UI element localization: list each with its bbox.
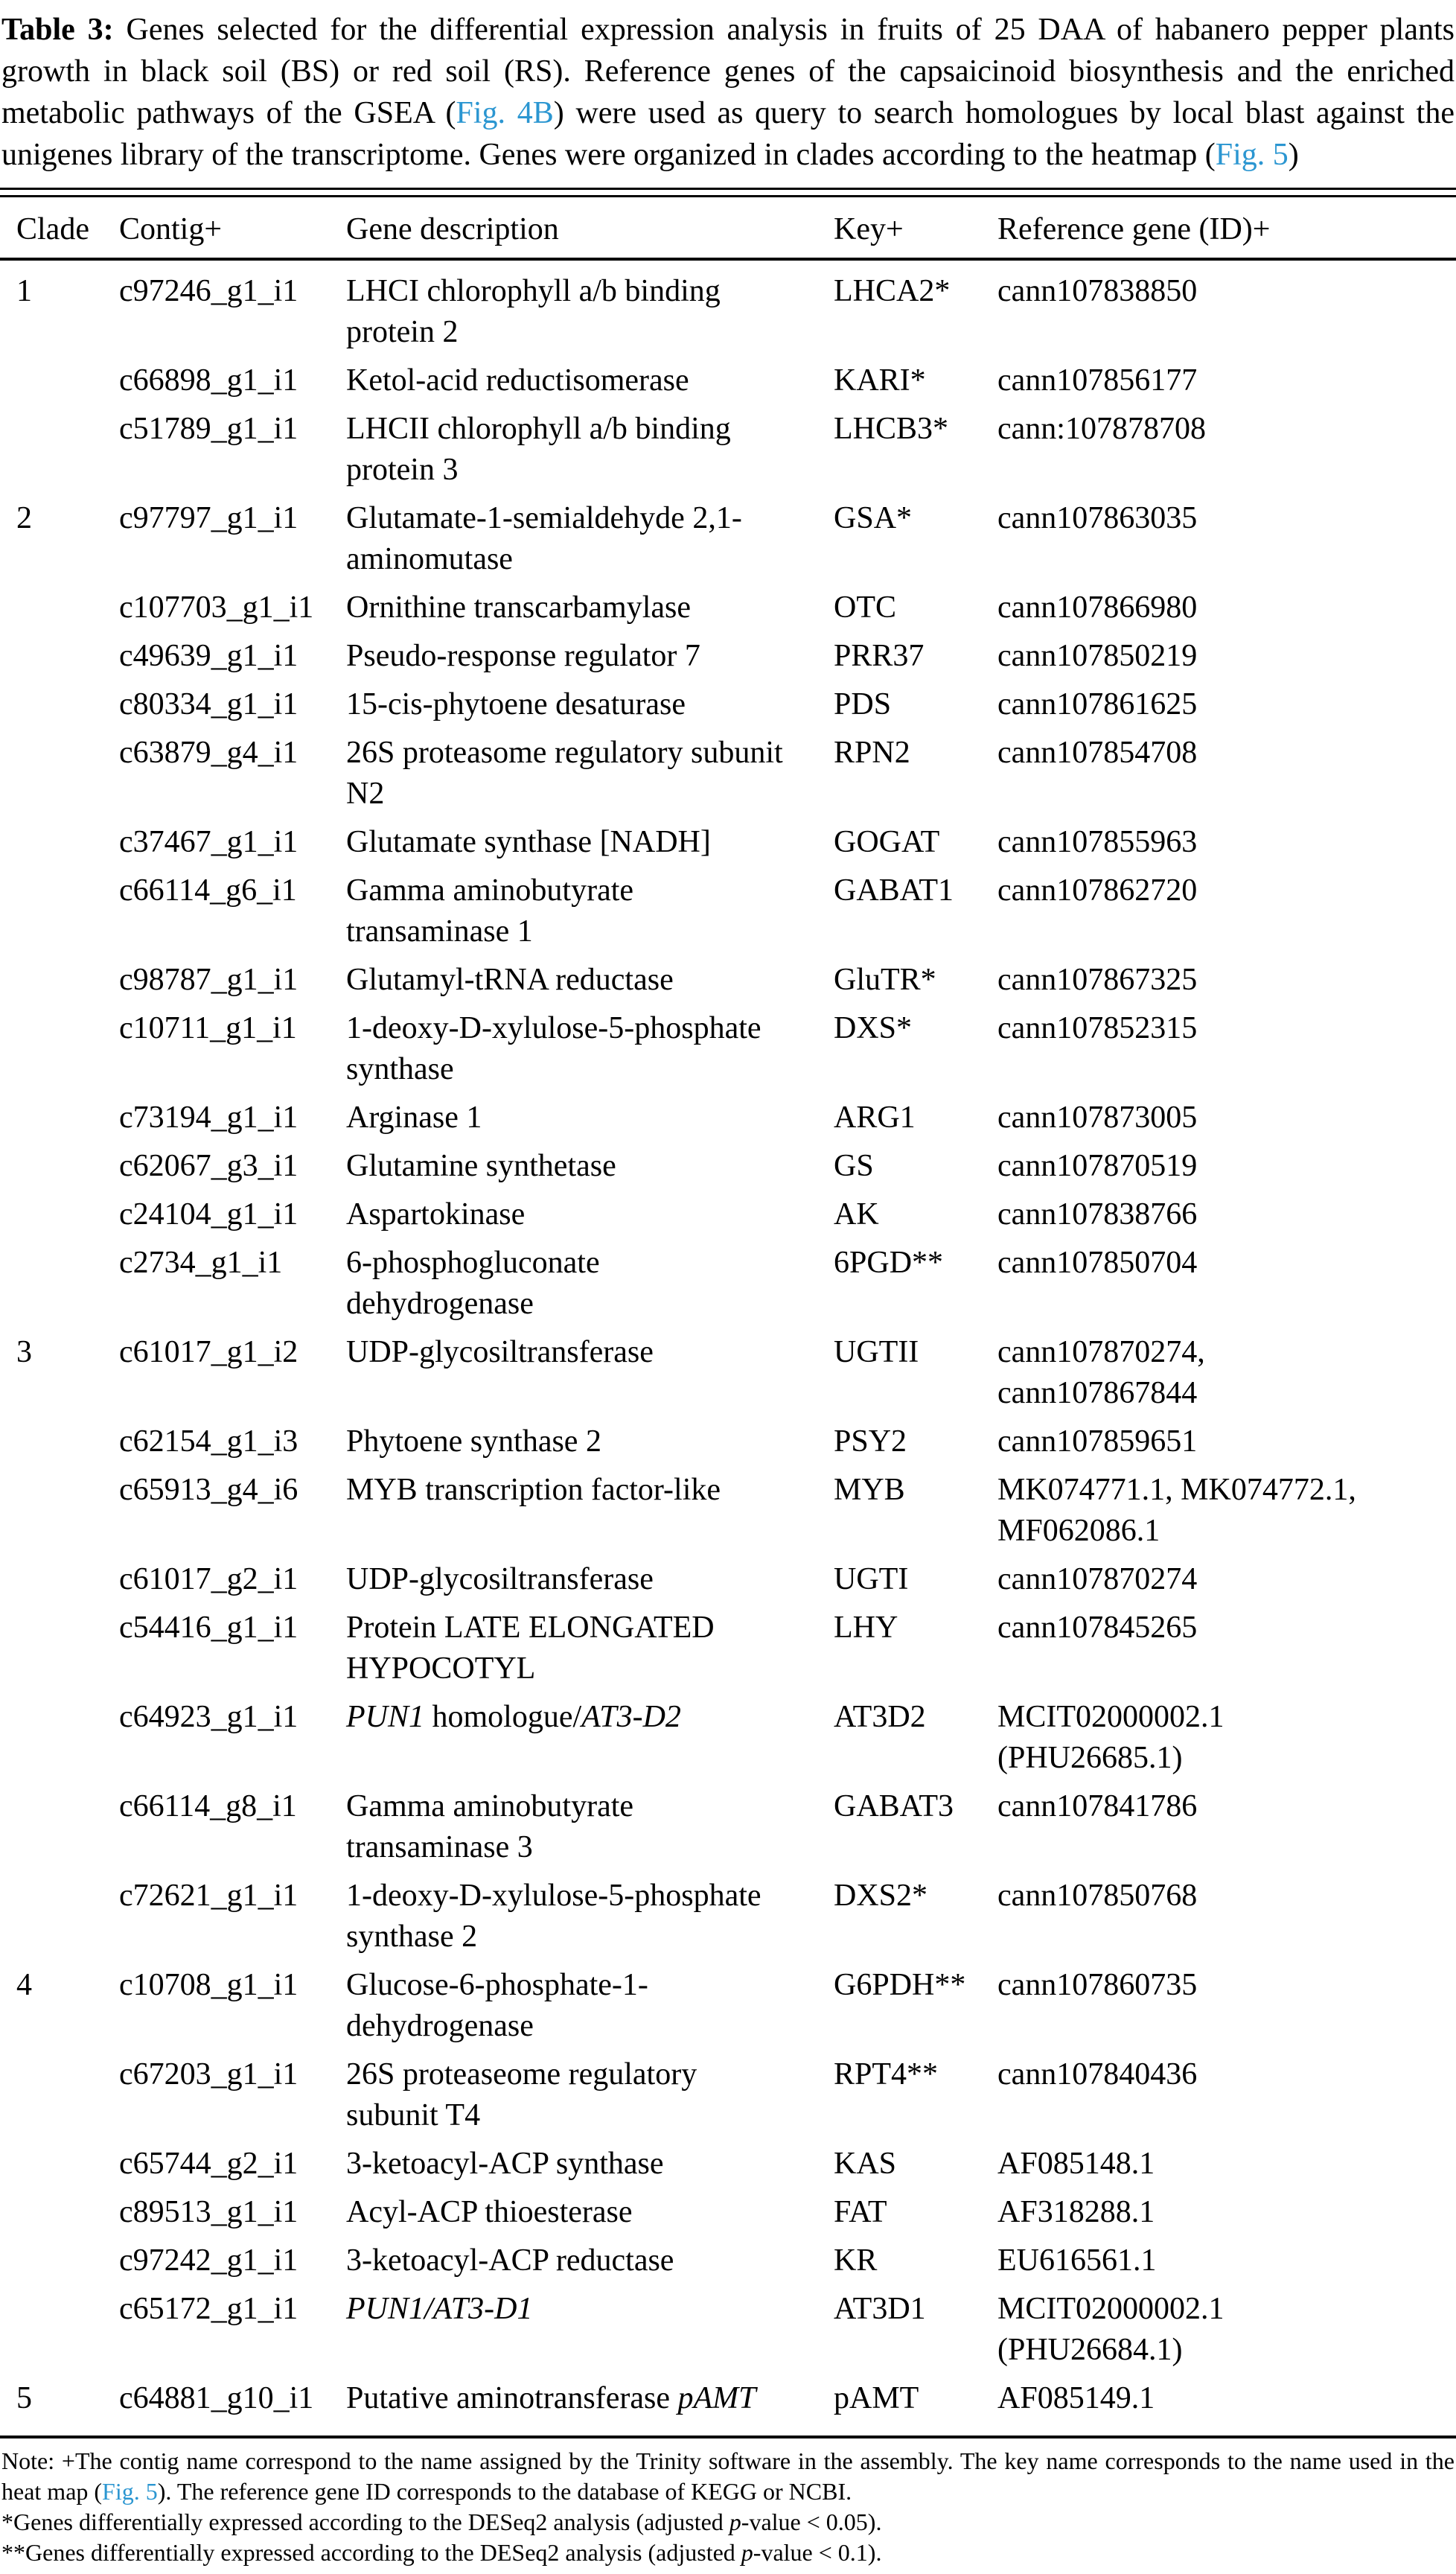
key-cell: GS: [834, 1149, 874, 1183]
clade-cell: [16, 2240, 119, 2281]
text-segment: MYB transcription factor-like: [346, 1473, 721, 1507]
table-row: [0, 1243, 1456, 1325]
table-row: [0, 409, 1456, 491]
gene-description-cell: [346, 409, 834, 491]
reference-gene-cell: cann107870274: [997, 1562, 1198, 1596]
contig-cell: c62154_g1_i3: [119, 1424, 298, 1459]
text-segment: Gamma aminobutyrate: [346, 1789, 634, 1823]
table-row: [0, 1965, 1456, 2047]
contig-cell: c72621_g1_i1: [119, 1879, 298, 1913]
clade-cell: [16, 870, 119, 952]
table-row: [0, 684, 1456, 725]
key-cell: AT3D1: [834, 2292, 926, 2326]
reference-gene-cell: cann:107878708: [997, 412, 1206, 446]
text-segment: homologue/: [424, 1700, 582, 1734]
text-segment: UDP-glycosiltransferase: [346, 1335, 654, 1369]
key-cell: KARI*: [834, 363, 926, 398]
contig-cell: c2734_g1_i1: [119, 1246, 283, 1280]
contig-cell: c67203_g1_i1: [119, 2057, 298, 2092]
table-row: [0, 1470, 1456, 1552]
column-header-reference-gene: Reference gene (ID)+: [997, 212, 1271, 246]
clade-cell: [16, 1146, 119, 1187]
contig-cell: c80334_g1_i1: [119, 687, 298, 721]
key-cell: RPN2: [834, 736, 910, 770]
table-row: [0, 2054, 1456, 2136]
gene-description-cell: [346, 1786, 834, 1868]
italic-gene-name: p: [729, 2508, 741, 2535]
key-cell: UGTI: [834, 1562, 909, 1596]
text-segment: Acyl-ACP thioesterase: [346, 2195, 633, 2229]
contig-cell: c64881_g10_i1: [119, 2381, 314, 2415]
key-cell: RPT4**: [834, 2057, 939, 2092]
text-segment: Ketol-acid reductisomerase: [346, 363, 689, 398]
clade-cell: [16, 1008, 119, 1090]
text-segment: dehydrogenase: [346, 2009, 534, 2043]
clade-cell: [16, 409, 119, 491]
clade-cell: [16, 1470, 119, 1552]
contig-cell: c51789_g1_i1: [119, 412, 298, 446]
reference-gene-cell: cann107845265: [997, 1611, 1198, 1645]
gene-description-cell: [346, 684, 834, 725]
text-segment: N2: [346, 777, 385, 811]
table-row: [0, 822, 1456, 863]
key-cell: AT3D2: [834, 1700, 926, 1734]
table-notes: [1, 2446, 1455, 2568]
table-top-rule: [0, 188, 1456, 197]
key-cell: PRR37: [834, 639, 925, 673]
column-header-contig: Contig+: [119, 212, 223, 246]
key-cell: GOGAT: [834, 825, 940, 859]
contig-cell: c49639_g1_i1: [119, 639, 298, 673]
table-row: [0, 636, 1456, 677]
clade-cell: [16, 1697, 119, 1779]
text-segment: 3-ketoacyl-ACP reductase: [346, 2243, 674, 2278]
gene-description-cell: [346, 1470, 834, 1552]
clade-cell: [16, 2054, 119, 2136]
key-cell: ARG1: [834, 1100, 916, 1135]
key-cell: KAS: [834, 2147, 897, 2181]
reference-gene-cell: cann107867325: [997, 963, 1198, 997]
gene-description-cell: [346, 1008, 834, 1090]
key-cell: 6PGD**: [834, 1246, 944, 1280]
italic-gene-name: PUN1: [346, 1700, 424, 1734]
table-header-row: [0, 197, 1456, 258]
text-segment: Protein LATE ELONGATED: [346, 1611, 715, 1645]
contig-cell: c10708_g1_i1: [119, 1968, 298, 2002]
key-cell: DXS2*: [834, 1879, 928, 1913]
italic-gene-name: AT3-D2: [581, 1700, 681, 1734]
text-segment: Glutamate synthase [NADH]: [346, 825, 711, 859]
clade-cell: [16, 2289, 119, 2371]
table-row: [0, 360, 1456, 401]
clade-cell: [16, 1421, 119, 1462]
reference-gene-cell: cann107841786: [997, 1789, 1198, 1823]
reference-gene-cell: cann107838766: [997, 1197, 1198, 1232]
table-row: [0, 960, 1456, 1001]
table-row: [0, 2289, 1456, 2371]
contig-cell: c89513_g1_i1: [119, 2195, 298, 2229]
text-segment: aminomutase: [346, 542, 513, 576]
contig-cell: c65744_g2_i1: [119, 2147, 298, 2181]
table-row: [0, 587, 1456, 628]
clade-cell: 4: [16, 1968, 32, 2002]
clade-cell: [16, 1608, 119, 1689]
reference-gene-cell: cann107862720: [997, 873, 1198, 908]
text-segment: 26S proteaseome regulatory: [346, 2057, 697, 2092]
table-row: [0, 1098, 1456, 1138]
table-footnote: [1, 2507, 1455, 2538]
gene-description-cell: [346, 2240, 834, 2281]
table-row: [0, 1146, 1456, 1187]
reference-gene-cell: cann107863035: [997, 501, 1198, 535]
text-segment: UDP-glycosiltransferase: [346, 1562, 654, 1596]
column-header-gene-description: Gene description: [346, 212, 559, 246]
clade-cell: [16, 1243, 119, 1325]
text-segment: **Genes differentially expressed according to the DESeq2 analysis (adjusted: [1, 2539, 741, 2566]
text-segment: 1-deoxy-D-xylulose-5-phosphate: [346, 1011, 761, 1045]
text-segment: Aspartokinase: [346, 1197, 526, 1232]
contig-cell: c65913_g4_i6: [119, 1473, 298, 1507]
text-segment: synthase: [346, 1052, 454, 1086]
gene-description-cell: [346, 1098, 834, 1138]
reference-gene-cell: MCIT02000002.1 (PHU26684.1): [997, 2292, 1224, 2367]
text-segment: Glutamyl-tRNA reductase: [346, 963, 674, 997]
clade-cell: 5: [16, 2381, 32, 2415]
contig-cell: c66898_g1_i1: [119, 363, 298, 398]
clade-cell: [16, 684, 119, 725]
text-segment: Note: +The contig name correspond to the name assigned by the Trinity software in the assembly. The key name corresponds to the name used in the heat map (: [1, 2447, 1455, 2505]
text-segment: ): [1288, 138, 1299, 172]
reference-gene-cell: cann107852315: [997, 1011, 1198, 1045]
table-row: [0, 1332, 1456, 1414]
table-row: [0, 1697, 1456, 1779]
clade-cell: [16, 2144, 119, 2185]
gene-description-cell: [346, 1559, 834, 1600]
figure-link[interactable]: Fig. 4B: [456, 96, 554, 130]
gene-description-cell: [346, 1876, 834, 1957]
italic-gene-name: pAMT: [677, 2381, 756, 2415]
table-row: [0, 2192, 1456, 2233]
text-segment: subunit T4: [346, 2098, 481, 2132]
contig-cell: c54416_g1_i1: [119, 1611, 298, 1645]
key-cell: GABAT1: [834, 873, 954, 908]
clade-cell: [16, 960, 119, 1001]
table-row: [0, 1559, 1456, 1600]
text-segment: Glutamate-1-semialdehyde 2,1-: [346, 501, 742, 535]
reference-gene-cell: cann107866980: [997, 590, 1198, 625]
clade-cell: [16, 587, 119, 628]
text-segment: *Genes differentially expressed according to the DESeq2 analysis (adjusted: [1, 2508, 729, 2535]
column-header-clade: Clade: [16, 212, 89, 246]
gene-description-cell: [346, 587, 834, 628]
key-cell: LHCB3*: [834, 412, 949, 446]
reference-gene-cell: cann107840436: [997, 2057, 1198, 2092]
reference-gene-cell: cann107861625: [997, 687, 1198, 721]
table-row: [0, 1194, 1456, 1235]
gene-description-cell: [346, 1146, 834, 1187]
clade-cell: [16, 1786, 119, 1868]
table-row: [0, 2144, 1456, 2185]
text-segment: transaminase 3: [346, 1830, 533, 1864]
clade-cell: 1: [16, 274, 32, 308]
gene-description-cell: [346, 870, 834, 952]
key-cell: LHCA2*: [834, 274, 951, 308]
key-cell: GluTR*: [834, 963, 936, 997]
text-segment: 26S proteasome regulatory subunit: [346, 736, 783, 770]
reference-gene-cell: AF085148.1: [997, 2147, 1155, 2181]
text-segment: dehydrogenase: [346, 1287, 534, 1321]
clade-cell: 3: [16, 1335, 32, 1369]
text-segment: transaminase 1: [346, 914, 533, 949]
contig-cell: c63879_g4_i1: [119, 736, 298, 770]
text-segment: Phytoene synthase 2: [346, 1424, 601, 1459]
gene-description-cell: [346, 2054, 834, 2136]
gene-description-cell: [346, 1243, 834, 1325]
contig-cell: c73194_g1_i1: [119, 1100, 298, 1135]
text-segment: Putative aminotransferase: [346, 2381, 678, 2415]
contig-cell: c24104_g1_i1: [119, 1197, 298, 1232]
gene-description-cell: [346, 498, 834, 580]
table-row: [0, 1786, 1456, 1868]
key-cell: KR: [834, 2243, 878, 2278]
text-segment: Pseudo-response regulator 7: [346, 639, 700, 673]
table-row: [0, 2378, 1456, 2419]
text-segment: protein 3: [346, 453, 459, 487]
contig-cell: c64923_g1_i1: [119, 1700, 298, 1734]
contig-cell: c107703_g1_i1: [119, 590, 314, 625]
text-segment: ). The reference gene ID corresponds to the database of KEGG or NCBI.: [157, 2478, 852, 2505]
gene-description-cell: [346, 1965, 834, 2047]
key-cell: AK: [834, 1197, 879, 1232]
reference-gene-cell: EU616561.1: [997, 2243, 1157, 2278]
contig-cell: c97797_g1_i1: [119, 501, 298, 535]
gene-description-cell: [346, 636, 834, 677]
key-cell: PDS: [834, 687, 892, 721]
key-cell: FAT: [834, 2195, 887, 2229]
table-footnote: [1, 2538, 1455, 2568]
text-segment: Gamma aminobutyrate: [346, 873, 634, 908]
gene-description-cell: [346, 1697, 834, 1779]
gene-description-cell: [346, 1194, 834, 1235]
reference-gene-cell: cann107850768: [997, 1879, 1198, 1913]
clade-cell: [16, 360, 119, 401]
clade-cell: [16, 636, 119, 677]
contig-cell: c62067_g3_i1: [119, 1149, 298, 1183]
text-segment: LHCII chlorophyll a/b binding: [346, 412, 731, 446]
clade-cell: [16, 733, 119, 815]
gene-description-cell: [346, 1332, 834, 1414]
key-cell: GSA*: [834, 501, 913, 535]
clade-cell: [16, 1876, 119, 1957]
clade-cell: [16, 1559, 119, 1600]
contig-cell: c66114_g6_i1: [119, 873, 297, 908]
contig-cell: c61017_g2_i1: [119, 1562, 298, 1596]
contig-cell: c65172_g1_i1: [119, 2292, 298, 2326]
table-row: [0, 733, 1456, 815]
gene-description-cell: [346, 733, 834, 815]
contig-cell: c97246_g1_i1: [119, 274, 298, 308]
gene-description-cell: [346, 271, 834, 353]
contig-cell: c66114_g8_i1: [119, 1789, 297, 1823]
text-segment: 15-cis-phytoene desaturase: [346, 687, 686, 721]
text-segment: 1-deoxy-D-xylulose-5-phosphate: [346, 1879, 761, 1913]
text-segment: Ornithine transcarbamylase: [346, 590, 691, 625]
key-cell: GABAT3: [834, 1789, 954, 1823]
reference-gene-cell: cann107870274, cann107867844: [997, 1335, 1205, 1410]
key-cell: G6PDH**: [834, 1968, 966, 2002]
reference-gene-cell: MCIT02000002.1 (PHU26685.1): [997, 1700, 1224, 1775]
table-row: [0, 1608, 1456, 1689]
key-cell: LHY: [834, 1611, 898, 1645]
text-segment: Glutamine synthetase: [346, 1149, 616, 1183]
reference-gene-cell: cann107860735: [997, 1968, 1198, 2002]
reference-gene-cell: cann107850704: [997, 1246, 1198, 1280]
text-segment: 3-ketoacyl-ACP synthase: [346, 2147, 664, 2181]
reference-gene-cell: AF318288.1: [997, 2195, 1155, 2229]
clade-cell: [16, 1194, 119, 1235]
contig-cell: c61017_g1_i2: [119, 1335, 298, 1369]
table-footnote: [1, 2446, 1455, 2507]
text-segment: ) were used as query to search homologues by local blast against the unigenes library of the transcriptome. Genes were organized in clades according to the heatmap (: [1, 96, 1455, 172]
text-segment: LHCI chlorophyll a/b binding: [346, 274, 721, 308]
key-cell: MYB: [834, 1473, 905, 1507]
text-segment: 6-phosphogluconate: [346, 1246, 600, 1280]
contig-cell: c37467_g1_i1: [119, 825, 298, 859]
gene-description-cell: [346, 1608, 834, 1689]
text-segment: protein 2: [346, 315, 459, 349]
figure-link[interactable]: Fig. 5: [1215, 138, 1289, 172]
key-cell: PSY2: [834, 1424, 907, 1459]
reference-gene-cell: cann107870519: [997, 1149, 1198, 1183]
key-cell: DXS*: [834, 1011, 913, 1045]
contig-cell: c10711_g1_i1: [119, 1011, 297, 1045]
reference-gene-cell: cann107859651: [997, 1424, 1198, 1459]
table-row: [0, 1421, 1456, 1462]
gene-description-cell: [346, 2289, 834, 2371]
gene-description-cell: [346, 960, 834, 1001]
figure-link[interactable]: Fig. 5: [102, 2478, 158, 2505]
key-cell: UGTII: [834, 1335, 919, 1369]
clade-cell: [16, 1098, 119, 1138]
gene-description-cell: [346, 2144, 834, 2185]
gene-description-cell: [346, 2378, 834, 2419]
reference-gene-cell: cann107873005: [997, 1100, 1198, 1135]
reference-gene-cell: cann107855963: [997, 825, 1198, 859]
column-header-key: Key+: [834, 212, 904, 246]
reference-gene-cell: cann107854708: [997, 736, 1198, 770]
contig-cell: c97242_g1_i1: [119, 2243, 298, 2278]
key-cell: OTC: [834, 590, 896, 625]
table-row: [0, 271, 1456, 353]
text-segment: -value < 0.05).: [741, 2508, 882, 2535]
caption-label: Table 3:: [1, 13, 114, 47]
italic-gene-name: PUN1/AT3-D1: [346, 2292, 533, 2326]
text-segment: -value < 0.1).: [753, 2539, 882, 2566]
table-row: [0, 870, 1456, 952]
reference-gene-cell: cann107838850: [997, 274, 1198, 308]
reference-gene-cell: MK074771.1, MK074772.1, MF062086.1: [997, 1473, 1356, 1548]
reference-gene-cell: cann107856177: [997, 363, 1198, 398]
gene-description-cell: [346, 2192, 834, 2233]
clade-cell: [16, 822, 119, 863]
clade-cell: 2: [16, 501, 32, 535]
table-caption: [1, 9, 1455, 176]
reference-gene-cell: AF085149.1: [997, 2381, 1155, 2415]
table-row: [0, 1876, 1456, 1957]
gene-description-cell: [346, 360, 834, 401]
gene-description-cell: [346, 1421, 834, 1462]
clade-cell: [16, 2192, 119, 2233]
key-cell: pAMT: [834, 2381, 919, 2415]
italic-gene-name: p: [741, 2539, 753, 2566]
reference-gene-cell: cann107850219: [997, 639, 1198, 673]
text-segment: Genes selected for the differential expression analysis in fruits of 25 DAA of habanero pepper plants growth in black soil (BS) or red soil (RS). Reference genes of the capsaicinoid biosynthesis and the enriched metabolic pathways of the GSEA (: [1, 13, 1455, 130]
table-body: [0, 261, 1456, 2436]
text-segment: Arginase 1: [346, 1100, 482, 1135]
text-segment: HYPOCOTYL: [346, 1651, 536, 1686]
gene-description-cell: [346, 822, 834, 863]
contig-cell: c98787_g1_i1: [119, 963, 298, 997]
table-row: [0, 2240, 1456, 2281]
table-row: [0, 1008, 1456, 1090]
text-segment: synthase 2: [346, 1920, 478, 1954]
text-segment: Glucose-6-phosphate-1-: [346, 1968, 648, 2002]
table-bottom-rule: [0, 2436, 1456, 2438]
table-row: [0, 498, 1456, 580]
